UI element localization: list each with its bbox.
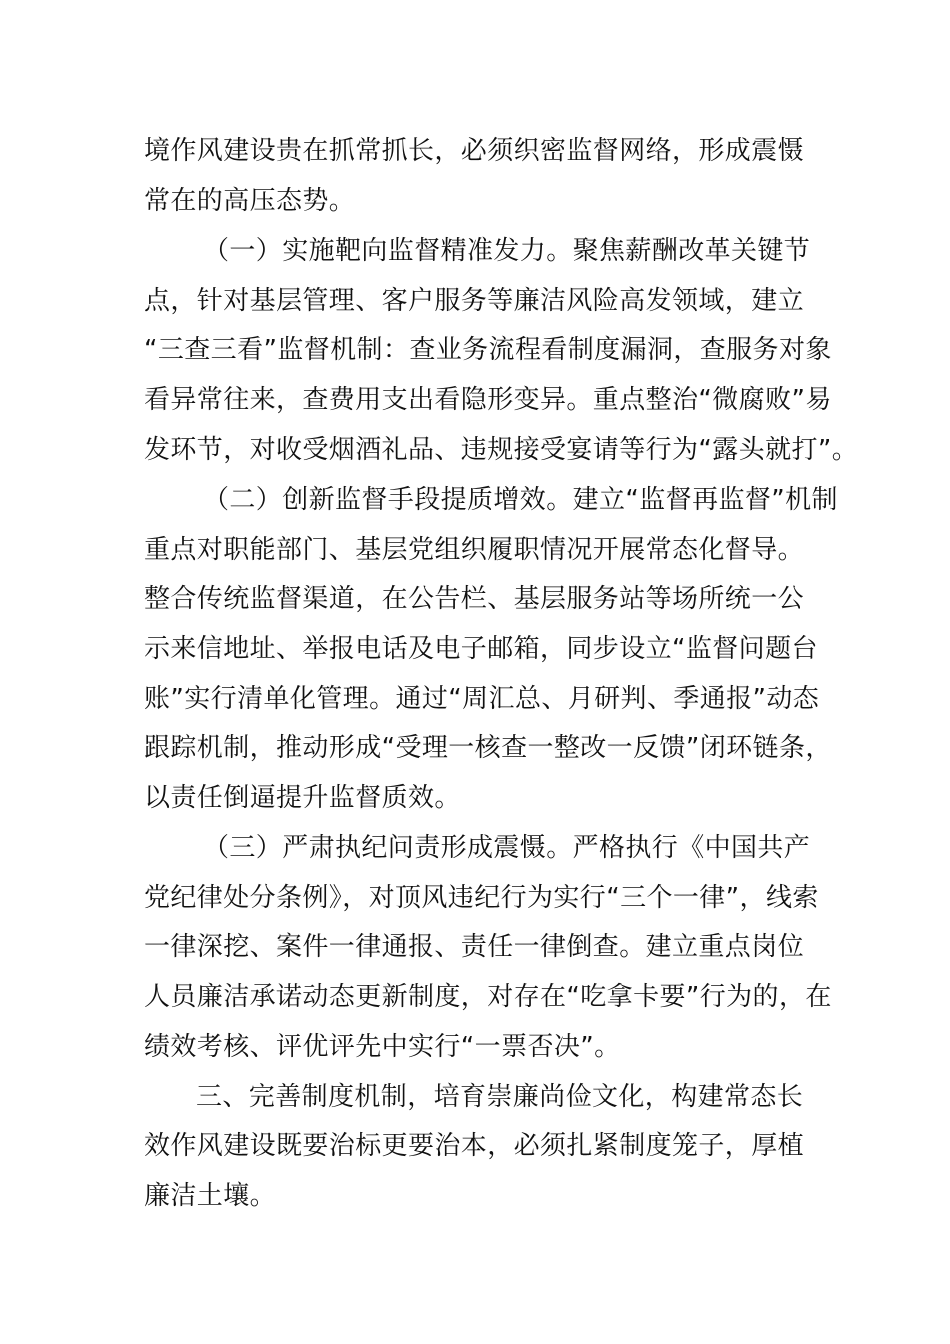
paragraph-3-line-1: （二）创新监督手段提质增效。建立“监督再监督”机制 <box>203 485 838 515</box>
paragraph-2-line-5: 发环节，对收受烟酒礼品、违规接受宴请等行为“露头就打”。 <box>144 435 859 465</box>
paragraph-1-line-2: 常在的高压态势。 <box>144 186 356 216</box>
paragraph-3-line-4: 示来信地址、举报电话及电子邮箱，同步设立“监督问题台 <box>144 634 818 664</box>
paragraph-2-line-2: 点，针对基层管理、客户服务等廉洁风险高发领域，建立 <box>144 286 805 316</box>
paragraph-3-line-2: 重点对职能部门、基层党组织履职情况开展常态化督导。 <box>144 535 805 565</box>
paragraph-2-line-1: （一）实施靶向监督精准发力。聚焦薪酬改革关键节 <box>203 236 811 266</box>
paragraph-1-line-1: 境作风建设贵在抓常抓长，必须织密监督网络，形成震慑 <box>144 136 805 166</box>
paragraph-3-line-5: 账”实行清单化管理。通过“周汇总、月研判、季通报”动态 <box>144 684 820 714</box>
paragraph-3-line-7: 以责任倒逼提升监督质效。 <box>144 783 461 813</box>
paragraph-4-line-4: 人员廉洁承诺动态更新制度，对存在“吃拿卡要”行为的，在 <box>144 982 832 1012</box>
paragraph-2-line-3: “三查三看”监督机制：查业务流程看制度漏洞，查服务对象 <box>144 335 832 365</box>
paragraph-5-line-1: 三、完善制度机制，培育崇廉尚俭文化，构建常态长 <box>196 1082 804 1112</box>
paragraph-3-line-6: 跟踪机制，推动形成“受理一核查一整改一反馈”闭环链条， <box>144 733 832 763</box>
paragraph-3-line-3: 整合传统监督渠道，在公告栏、基层服务站等场所统一公 <box>144 584 805 614</box>
paragraph-4-line-3: 一律深挖、案件一律通报、责任一律倒查。建立重点岗位 <box>144 932 805 962</box>
paragraph-4-line-2: 党纪律处分条例》，对顶风违纪行为实行“三个一律”，线索 <box>144 883 819 913</box>
paragraph-4-line-5: 绩效考核、评优评先中实行“一票否决”。 <box>144 1032 621 1062</box>
paragraph-4-line-1: （三）严肃执纪问责形成震慑。严格执行《中国共产 <box>203 833 811 863</box>
paragraph-2-line-4: 看异常往来，查费用支出看隐形变异。重点整治“微腐败”易 <box>144 385 832 415</box>
paragraph-5-line-3: 廉洁土壤。 <box>144 1181 277 1211</box>
paragraph-5-line-2: 效作风建设既要治标更要治本，必须扎紧制度笼子，厚植 <box>144 1131 805 1161</box>
